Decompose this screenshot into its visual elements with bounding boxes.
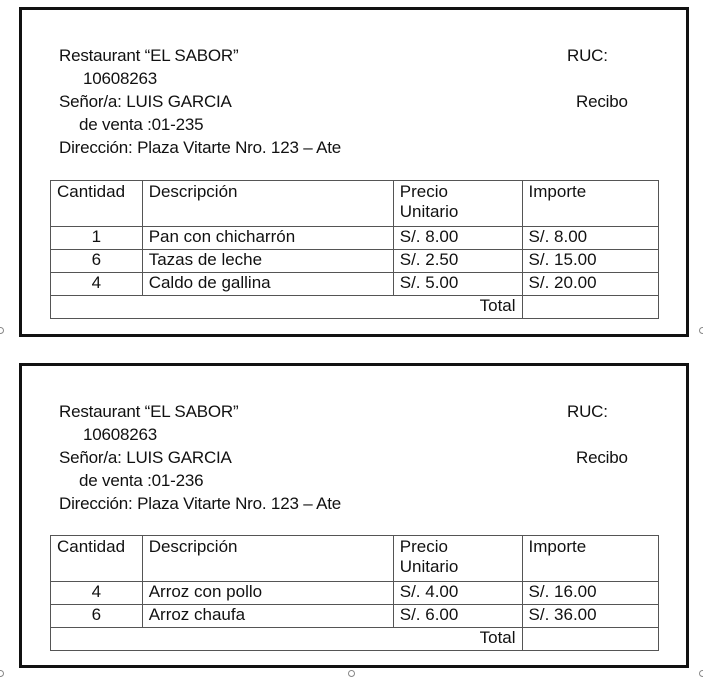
ruc-number: 10608263 xyxy=(83,425,158,444)
resize-handle[interactable] xyxy=(699,327,703,334)
row-quantity: 4 xyxy=(51,582,143,605)
row-description: Arroz chaufa xyxy=(142,605,393,628)
receipt-label: Recibo xyxy=(576,448,628,467)
row-amount: S/. 8.00 xyxy=(522,227,658,250)
receipt-2 xyxy=(19,363,689,668)
customer-name: Señor/a: LUIS GARCIA xyxy=(59,92,232,111)
total-label: Total xyxy=(51,296,523,319)
header-unit-price-line1: Precio xyxy=(399,537,448,556)
header-unit-price xyxy=(393,536,522,582)
total-value xyxy=(522,628,658,651)
receipt-1 xyxy=(19,7,689,337)
row-unit-price: S/. 2.50 xyxy=(393,250,522,273)
total-value xyxy=(522,296,658,319)
total-row xyxy=(51,296,659,319)
row-quantity: 6 xyxy=(51,605,143,628)
items-table xyxy=(50,535,659,651)
header-description: Descripción xyxy=(142,181,393,227)
sale-number: de venta :01-236 xyxy=(79,471,204,490)
row-description: Pan con chicharrón xyxy=(142,227,393,250)
total-row xyxy=(51,628,659,651)
receipt-label: Recibo xyxy=(576,92,628,111)
total-label: Total xyxy=(51,628,523,651)
resize-handle[interactable] xyxy=(0,327,4,334)
table-row xyxy=(51,582,659,605)
row-quantity: 6 xyxy=(51,250,143,273)
row-unit-price: S/. 8.00 xyxy=(393,227,522,250)
header-amount: Importe xyxy=(522,181,658,227)
table-header-row xyxy=(51,536,659,582)
restaurant-name: Restaurant “EL SABOR” xyxy=(59,402,239,421)
row-unit-price: S/. 4.00 xyxy=(393,582,522,605)
header-unit-price-line2: Unitario xyxy=(399,202,459,221)
items-table xyxy=(50,180,659,319)
header-unit-price xyxy=(393,181,522,227)
address: Dirección: Plaza Vitarte Nro. 123 – Ate xyxy=(59,494,341,513)
ruc-label: RUC: xyxy=(567,46,608,65)
row-amount: S/. 15.00 xyxy=(522,250,658,273)
row-amount: S/. 36.00 xyxy=(522,605,658,628)
resize-handle[interactable] xyxy=(699,670,703,677)
row-amount: S/. 16.00 xyxy=(522,582,658,605)
row-quantity: 1 xyxy=(51,227,143,250)
header-description: Descripción xyxy=(142,536,393,582)
resize-handle[interactable] xyxy=(348,670,355,677)
ruc-label: RUC: xyxy=(567,402,608,421)
row-unit-price: S/. 6.00 xyxy=(393,605,522,628)
address: Dirección: Plaza Vitarte Nro. 123 – Ate xyxy=(59,138,341,157)
row-amount: S/. 20.00 xyxy=(522,273,658,296)
header-quantity: Cantidad xyxy=(51,536,143,582)
sale-number: de venta :01-235 xyxy=(79,115,204,134)
header-unit-price-line2: Unitario xyxy=(399,557,459,576)
header-amount: Importe xyxy=(522,536,658,582)
resize-handle[interactable] xyxy=(0,670,4,677)
row-quantity: 4 xyxy=(51,273,143,296)
row-description: Arroz con pollo xyxy=(142,582,393,605)
header-quantity: Cantidad xyxy=(51,181,143,227)
table-row xyxy=(51,227,659,250)
table-header-row xyxy=(51,181,659,227)
row-unit-price: S/. 5.00 xyxy=(393,273,522,296)
row-description: Tazas de leche xyxy=(142,250,393,273)
restaurant-name: Restaurant “EL SABOR” xyxy=(59,46,239,65)
table-row xyxy=(51,605,659,628)
header-unit-price-line1: Precio xyxy=(399,182,448,201)
customer-name: Señor/a: LUIS GARCIA xyxy=(59,448,232,467)
table-row xyxy=(51,273,659,296)
ruc-number: 10608263 xyxy=(83,69,158,88)
row-description: Caldo de gallina xyxy=(142,273,393,296)
table-row xyxy=(51,250,659,273)
